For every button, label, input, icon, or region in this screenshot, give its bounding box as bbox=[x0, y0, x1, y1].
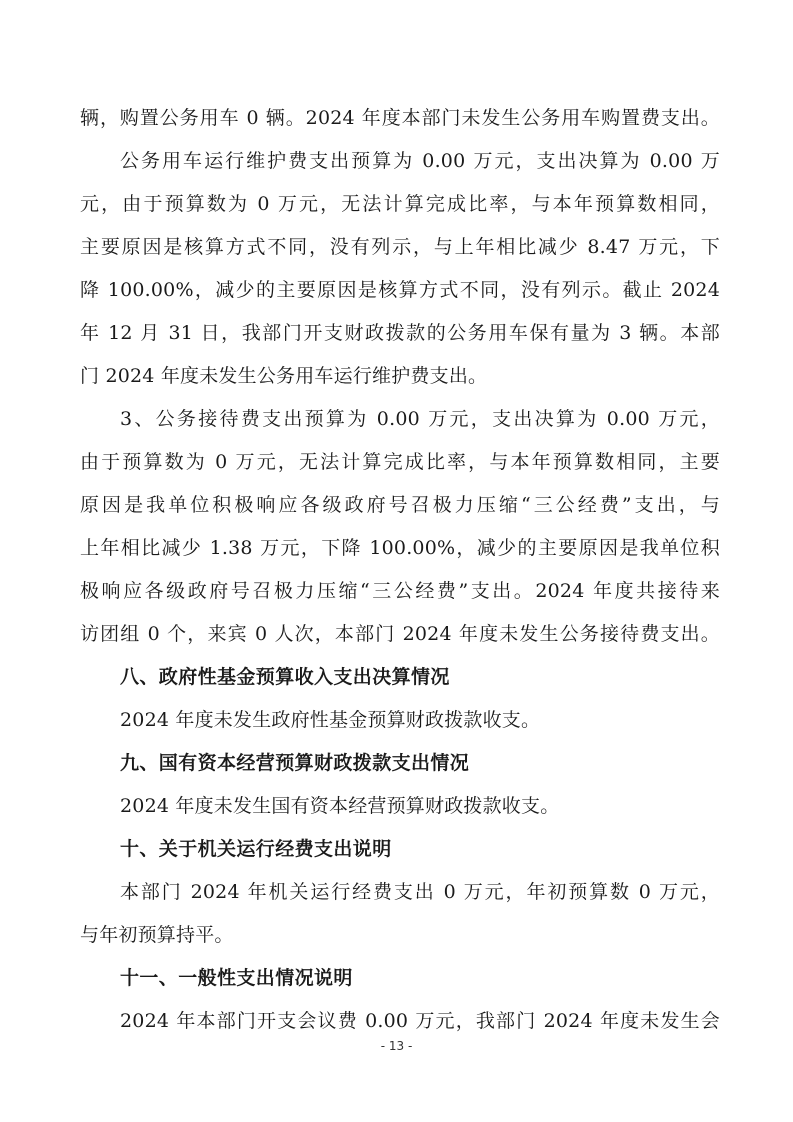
section-heading: 十一、一般性支出情况说明 bbox=[120, 967, 353, 989]
section-heading: 八、政府性基金预算收入支出决算情况 bbox=[120, 666, 450, 688]
paragraph-line: 公务用车运行维护费支出预算为 0.00 万元，支出决算为 0.00 万 bbox=[120, 150, 720, 172]
paragraph-line: 门 2024 年度未发生公务用车运行维护费支出。 bbox=[80, 365, 488, 387]
paragraph-line: 主要原因是核算方式不同，没有列示，与上年相比减少 8.47 万元，下 bbox=[80, 236, 720, 258]
paragraph-line: 访团组 0 个，来宾 0 人次，本部门 2024 年度未发生公务接待费支出。 bbox=[80, 623, 720, 645]
paragraph-line: 元，由于预算数为 0 万元，无法计算完成比率，与本年预算数相同， bbox=[80, 193, 720, 215]
paragraph-line: 3、公务接待费支出预算为 0.00 万元，支出决算为 0.00 万元， bbox=[120, 408, 720, 430]
paragraph-line: 极响应各级政府号召极力压缩“三公经费”支出。2024 年度共接待来 bbox=[80, 580, 720, 602]
paragraph-line: 年 12 月 31 日，我部门开支财政拨款的公务用车保有量为 3 辆。本部 bbox=[80, 322, 720, 344]
paragraph-line: 2024 年度未发生政府性基金预算财政拨款收支。 bbox=[120, 709, 541, 731]
page-number: - 13 - bbox=[380, 1039, 413, 1053]
paragraph-line: 2024 年度未发生国有资本经营预算财政拨款收支。 bbox=[120, 795, 560, 817]
paragraph-line: 本部门 2024 年机关运行经费支出 0 万元，年初预算数 0 万元， bbox=[120, 881, 720, 903]
section-heading: 九、国有资本经营预算财政拨款支出情况 bbox=[120, 752, 470, 774]
paragraph-line: 与年初预算持平。 bbox=[80, 924, 234, 946]
paragraph-line: 上年相比减少 1.38 万元，下降 100.00%，减少的主要原因是我单位积 bbox=[80, 537, 720, 559]
paragraph-line: 原因是我单位积极响应各级政府号召极力压缩“三公经费”支出，与 bbox=[80, 494, 720, 516]
paragraph-line: 辆，购置公务用车 0 辆。2024 年度本部门未发生公务用车购置费支出。 bbox=[80, 107, 720, 129]
paragraph-line: 2024 年本部门开支会议费 0.00 万元，我部门 2024 年度未发生会 bbox=[120, 1010, 720, 1032]
section-heading: 十、关于机关运行经费支出说明 bbox=[120, 838, 392, 860]
paragraph-line: 由于预算数为 0 万元，无法计算完成比率，与本年预算数相同，主要 bbox=[80, 451, 720, 473]
paragraph-line: 降 100.00%，减少的主要原因是核算方式不同，没有列示。截止 2024 bbox=[80, 279, 720, 301]
